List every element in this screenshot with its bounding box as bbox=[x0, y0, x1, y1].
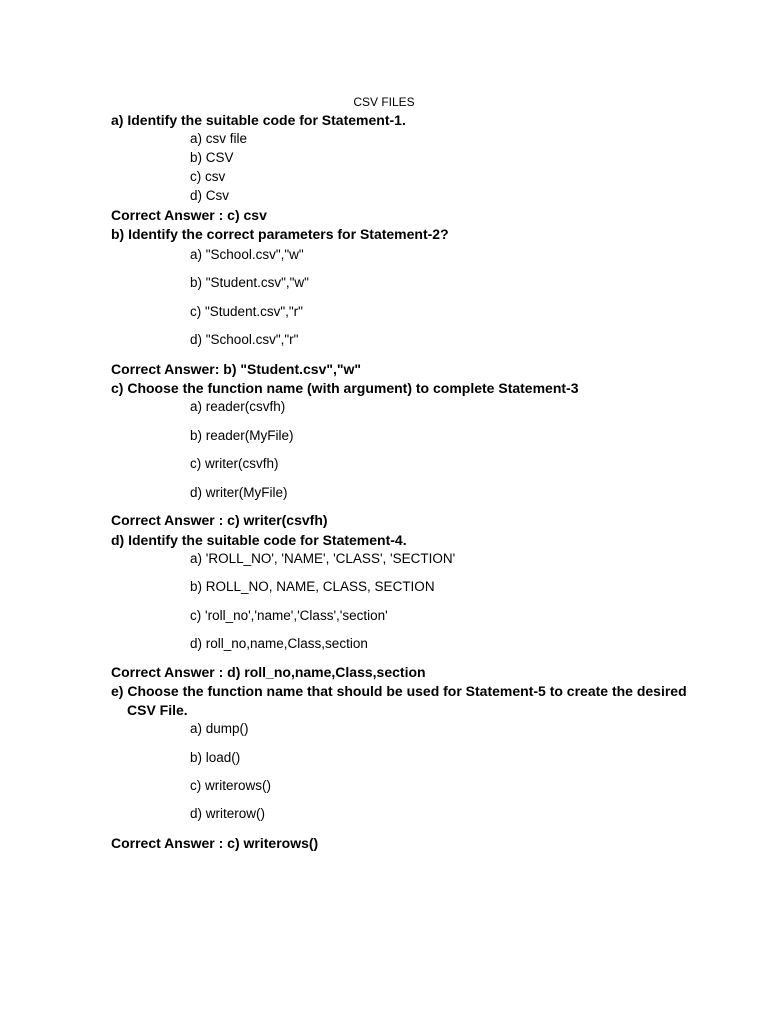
answer-d: Correct Answer : d) roll_no,name,Class,section bbox=[111, 664, 426, 680]
question-d: d) Identify the suitable code for Statement-4. bbox=[111, 532, 407, 548]
question-c: c) Choose the function name (with argument) to complete Statement-3 bbox=[111, 380, 579, 396]
option-d-c: c) 'roll_no','name','Class','section' bbox=[190, 608, 388, 623]
option-c-b: b) reader(MyFile) bbox=[190, 428, 294, 443]
question-a: a) Identify the suitable code for Statement-1. bbox=[111, 112, 406, 128]
option-c-c: c) writer(csvfh) bbox=[190, 456, 279, 471]
answer-e: Correct Answer : c) writerows() bbox=[111, 835, 319, 851]
option-e-d: d) writerow() bbox=[190, 806, 266, 821]
option-d-d: d) roll_no,name,Class,section bbox=[190, 636, 368, 651]
option-d-a: a) 'ROLL_NO', 'NAME', 'CLASS', 'SECTION' bbox=[190, 551, 456, 566]
question-e: e) Choose the function name that should be used for Statement-5 to create the desired CSV File. bbox=[111, 683, 687, 718]
option-e-b: b) load() bbox=[190, 750, 241, 765]
answer-a: Correct Answer : c) csv bbox=[111, 207, 267, 223]
option-c-d: d) writer(MyFile) bbox=[190, 485, 288, 500]
question-b: b) Identify the correct parameters for Statement-2? bbox=[111, 226, 449, 242]
option-a-c: c) csv bbox=[190, 169, 226, 184]
option-d-b: b) ROLL_NO, NAME, CLASS, SECTION bbox=[190, 579, 435, 594]
option-e-c: c) writerows() bbox=[190, 778, 271, 793]
answer-b: Correct Answer: b) "Student.csv","w" bbox=[111, 361, 362, 377]
answer-c: Correct Answer : c) writer(csvfh) bbox=[111, 512, 328, 528]
option-b-a: a) "School.csv","w" bbox=[190, 247, 304, 262]
option-b-c: c) "Student.csv","r" bbox=[190, 304, 303, 319]
option-a-b: b) CSV bbox=[190, 150, 234, 165]
option-c-a: a) reader(csvfh) bbox=[190, 399, 286, 414]
option-a-a: a) csv file bbox=[190, 131, 248, 146]
option-b-b: b) "Student.csv","w" bbox=[190, 275, 309, 290]
option-e-a: a) dump() bbox=[190, 721, 249, 736]
option-b-d: d) "School.csv","r" bbox=[190, 332, 299, 347]
document-title: CSV FILES bbox=[353, 95, 415, 109]
option-a-d: d) Csv bbox=[190, 188, 230, 203]
